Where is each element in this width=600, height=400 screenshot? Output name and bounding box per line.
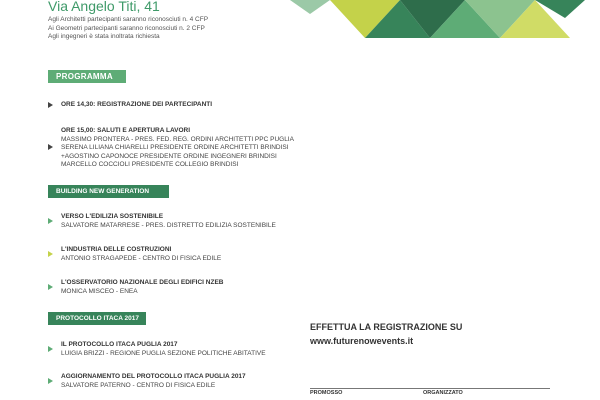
speaker-line: SERENA LILIANA CHIARELLI PRESIDENTE ORDINE ARCHITETTI BRINDISI [61, 144, 289, 151]
item-title: L'INDUSTRIA DELLE COSTRUZIONI [61, 246, 172, 253]
section-protocollo-itaca: PROTOCOLLO ITACA 2017 [48, 312, 146, 325]
item-title: VERSO L'EDILIZIA SOSTENIBILE [61, 213, 164, 220]
speaker-line: +AGOSTINO CAPONOCE PRESIDENTE ORDINE INGEGNERI BRINDISI [61, 152, 277, 160]
section-programma: PROGRAMMA [48, 70, 126, 83]
footer-divider [310, 388, 550, 389]
item-title: AGGIORNAMENTO DEL PROTOCOLLO ITACA PUGLIA 2017 [61, 373, 246, 380]
footer-organizzato-label: ORGANIZZATO [423, 390, 463, 396]
arrow-icon [48, 284, 53, 290]
arrow-icon [48, 102, 53, 108]
arrow-icon [48, 378, 53, 384]
speaker-line: MONICA MISCEO - ENEA [61, 287, 138, 295]
speaker-line: SALVATORE MATARRESE - PRES. DISTRETTO EDILIZIA SOSTENIBILE [61, 221, 276, 229]
item-title: IL PROTOCOLLO ITACA PUGLIA 2017 [61, 341, 178, 348]
item-title: L'OSSERVATORIO NAZIONALE DEGLI EDIFICI NZEB [61, 279, 224, 286]
speaker-line: MARCELLO COCCIOLI PRESIDENTE COLLEGIO BRINDISI [61, 161, 239, 168]
venue-address: Via Angelo Titi, 41 [48, 0, 160, 14]
credits-info [48, 16, 208, 42]
speaker-line: LUIGIA BRIZZI - REGIONE PUGLIA SEZIONE POLITICHE ABITATIVE [61, 349, 266, 357]
item-title: ORE 14,30: REGISTRAZIONE DEI PARTECIPANTI [61, 101, 213, 108]
credits-line-architetti: Agli Architetti partecipanti saranno riconosciuti n. 4 CFP [48, 16, 209, 23]
registration-box [310, 322, 462, 346]
arrow-icon [48, 144, 53, 150]
speaker-line: SALVATORE PATERNO - CENTRO DI FISICA EDILE [61, 381, 216, 389]
section-building-new-generation: BUILDING NEW GENERATION [48, 185, 169, 198]
arrow-icon [48, 346, 53, 352]
speaker-line: MASSIMO PRONTERA - PRES. FED. REG. ORDINI ARCHITETTI PPC PUGLIA [61, 135, 294, 143]
footer-promosso-label: PROMOSSO [310, 390, 343, 396]
arrow-icon [48, 251, 53, 257]
credits-line-geometri: Ai Geometri partecipanti saranno riconosciuti n. 2 CFP [48, 24, 205, 32]
registration-url[interactable]: www.futurenowevents.it [310, 336, 414, 346]
speaker-line: ANTONIO STRAGAPEDE - CENTRO DI FISICA EDILE [61, 254, 222, 262]
item-title: ORE 15,00: SALUTI E APERTURA LAVORI [61, 127, 191, 134]
credits-line-ingegneri: Agli ingegneri è stata inoltrata richiesta [48, 33, 160, 40]
registration-heading: EFFETTUA LA REGISTRAZIONE SU [310, 322, 463, 332]
decorative-triangles [290, 0, 600, 40]
arrow-icon [48, 218, 53, 224]
